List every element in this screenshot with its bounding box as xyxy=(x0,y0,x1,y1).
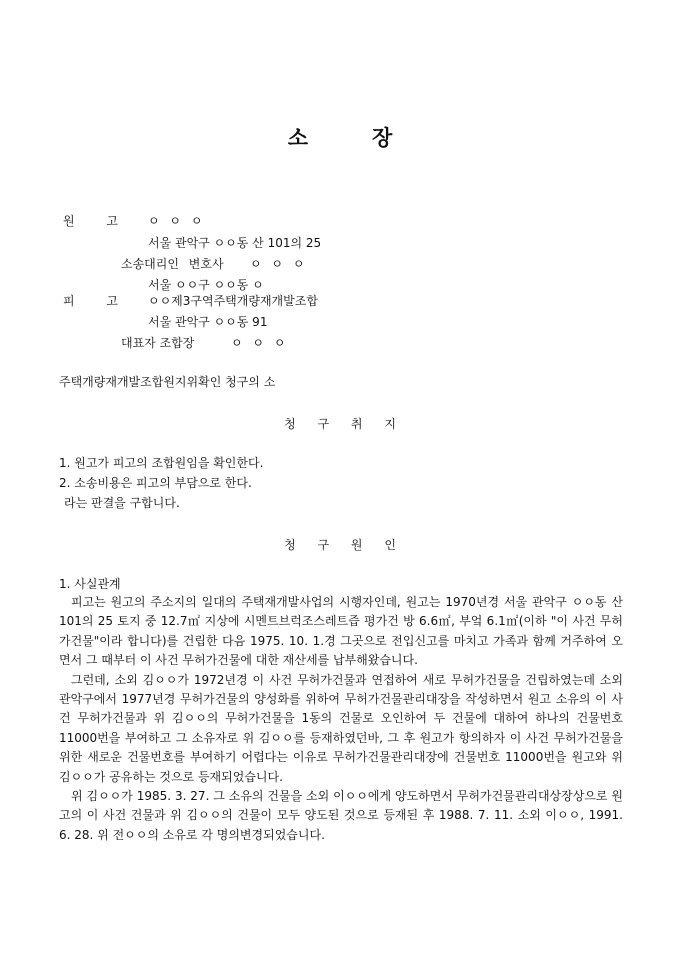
facts-paragraph-1: 피고는 원고의 주소지의 일대의 주택재개발사업의 시행자인데, 원고는 1970년경 서울 관악구 ㅇㅇ동 산 101의 25 토지 중 12.7㎡ 지상에 시멘트브럭조스레트즙 평가건 방 6.6㎡, 부엌 6.1㎡(이하 "이 사건 무허가건물"이라 합니다)를 건립한 다음 1975. 10. 1.경 그곳으로 전입신고를 마치고 가족과 함께 거주하여 오면서 그 때부터 이 사건 무허가건물에 대한 재산세를 납부해왔습니다. xyxy=(59,595,623,668)
claim-item-1: 1. 원고가 피고의 조합원임을 확인한다. xyxy=(59,456,264,470)
facts-paragraph-2: 그런데, 소외 김ㅇㅇ가 1972년경 이 사건 무허가건물과 연접하여 새로 무허가건물을 건립하였는데 소외 관악구에서 1977년경 무허가건물의 양성화를 위하여 무허가건물관리대장을 작성하면서 원고 소유의 이 사건 무허가건물과 위 김ㅇㅇ의 무허가건물을 1동의 건물로 오인하여 두 건물에 대하여 하나의 건물번호 11000번을 부여하고 그 소유자로 위 김ㅇㅇ를 등재하였던바, 그 후 원고가 항의하자 이 사건 무허가건물을 위한 새로운 건물번호를 부여하기 어렵다는 이유로 무허가건물관리대장에 건물번호 11000번을 원고와 위 김ㅇㅇ가 공유하는 것으로 등재되었습니다. xyxy=(59,672,623,784)
claim-item-2: 2. 소송비용은 피고의 부담으로 한다. xyxy=(59,476,252,490)
plaintiff-address: 서울 관악구 ㅇㅇ동 산 101의 25 xyxy=(148,236,322,250)
defendant-address: 서울 관악구 ㅇㅇ동 91 xyxy=(148,315,268,329)
plaintiff-name: ㅇ ㅇ ㅇ xyxy=(148,214,203,228)
document-title xyxy=(0,122,680,152)
title-char-2: 장 xyxy=(372,126,393,150)
claim-cause-heading: 청 구 원 인 xyxy=(284,538,396,552)
facts-subheading: 1. 사실관계 xyxy=(59,577,121,591)
attorney-address: 서울 ㅇㅇ구 ㅇㅇ동 ㅇ xyxy=(148,278,264,292)
case-title: 주택개량재개발조합원지위확인 청구의 소 xyxy=(59,375,276,389)
attorney-name: ㅇ ㅇ ㅇ xyxy=(250,257,305,271)
facts-paragraph-3: 위 김ㅇㅇ가 1985. 3. 27. 그 소유의 건물을 소외 이ㅇㅇ에게 양도하면서 무허가건물관리대상장상으로 원고의 이 사건 건물과 위 김ㅇㅇ의 건물이 모두 양도된 것으로 등재된 후 1988. 7. 11. 소외 이ㅇㅇ, 1991. 6. 28. 위 전ㅇㅇ의 소유로 각 명의변경되었습니다. xyxy=(59,789,623,842)
claim-closing: 라는 판결을 구합니다. xyxy=(64,496,180,510)
title-char-1: 소 xyxy=(287,126,308,150)
representative-label: 대표자 조합장 xyxy=(121,336,195,350)
defendant-label: 피 고 xyxy=(63,294,118,308)
defendant-name: ㅇㅇ제3구역주택개량재개발조합 xyxy=(148,294,318,308)
facts-body xyxy=(59,593,623,845)
plaintiff-label: 원 고 xyxy=(63,214,118,228)
claim-purpose-heading: 청 구 취 지 xyxy=(284,417,396,431)
attorney-label: 소송대리인 변호사 xyxy=(121,257,224,271)
representative-name: ㅇ ㅇ ㅇ xyxy=(231,336,286,350)
